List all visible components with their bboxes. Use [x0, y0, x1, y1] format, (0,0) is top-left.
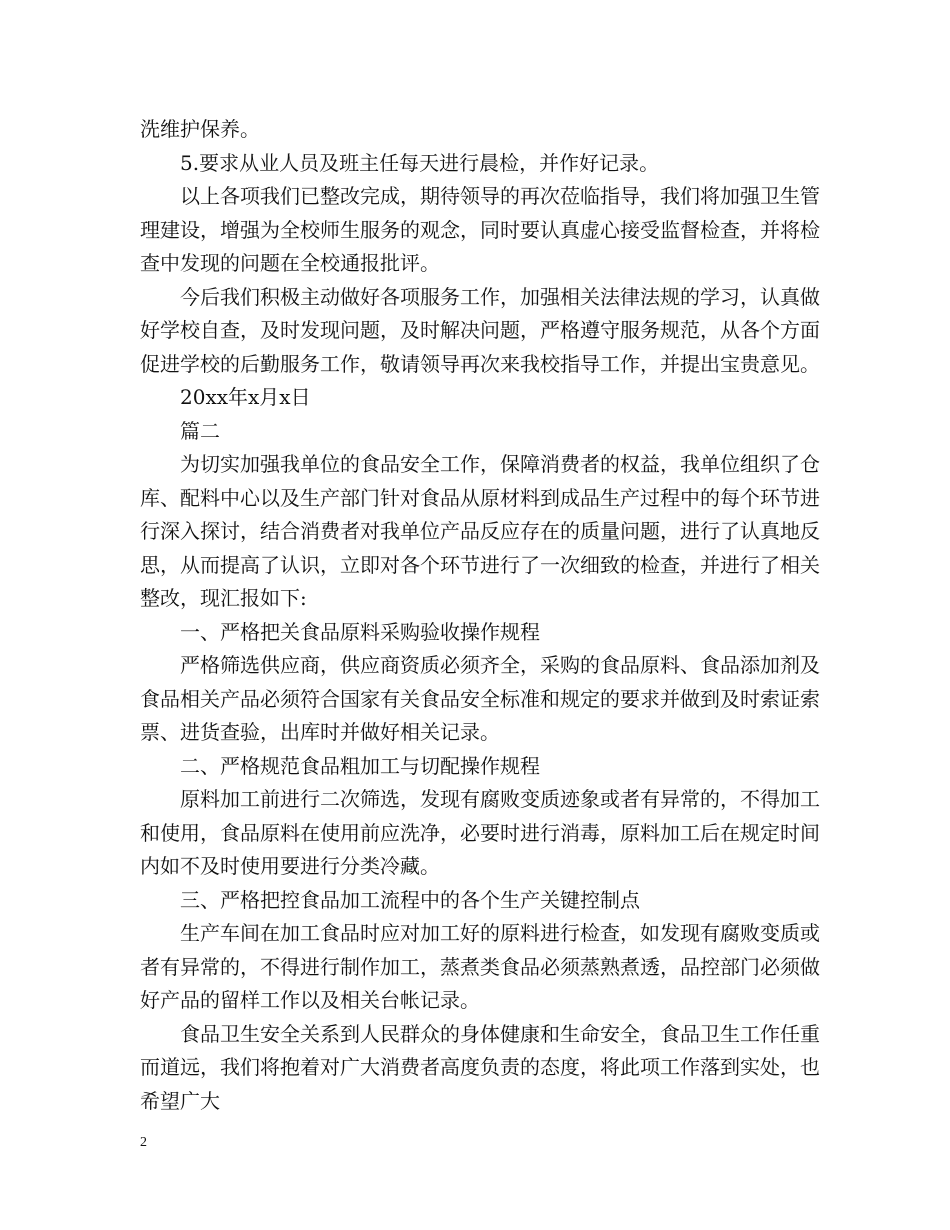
paragraph-continuation: 洗维护保养。	[140, 117, 260, 141]
paragraph-rectification-complete: 以上各项我们已整改完成，期待领导的再次莅临指导，我们将加强卫生管理建设，增强为全校师生服务的观念，同时要认真虚心接受监督检查，并将检查中发现的问题在全校通报批评。	[140, 184, 820, 275]
paragraph-conclusion: 食品卫生安全关系到人民群众的身体健康和生命安全，食品卫生工作任重而道远，我们将抱着对广大消费者高度负责的态度，将此项工作落到实处，也希望广大	[140, 1021, 820, 1113]
paragraph-processing: 原料加工前进行二次筛选，发现有腐败变质迹象或者有异常的，不得加工和使用，食品原料在使用前应洗净，必要时进行消毒，原料加工后在规定时间内如不及时使用要进行分类冷藏。	[140, 787, 820, 878]
document-body	[140, 113, 830, 1118]
section-heading-part-two: 篇二	[180, 418, 220, 443]
paragraph-future-work: 今后我们积极主动做好各项服务工作，加强相关法律法规的学习，认真做好学校自查，及时发现问题，及时解决问题，严格遵守服务规范，从各个方面促进学校的后勤服务工作，敬请领导再次来我校指导工作，并提出宝贵意见。	[140, 284, 820, 376]
paragraph-introduction: 为切实加强我单位的食品安全工作，保障消费者的权益，我单位组织了仓库、配料中心以及生产部门针对食品从原材料到成品生产过程中的每个环节进行深入探讨，结合消费者对我单位产品反应存在的质量问题，进行了认真地反思，从而提高了认识，立即对各个环节进行了一次细致的检查，并进行了相关整改，现汇报如下:	[140, 452, 820, 610]
heading-procurement: 一、严格把关食品原料采购验收操作规程	[180, 619, 540, 644]
page-number: 2	[140, 1135, 147, 1150]
date-line: 20xx年x月x日	[180, 385, 311, 409]
heading-processing: 二、严格规范食品粗加工与切配操作规程	[180, 753, 540, 778]
paragraph-item-5: 5.要求从业人员及班主任每天进行晨检，并作好记录。	[180, 150, 660, 175]
paragraph-procurement: 严格筛选供应商，供应商资质必须齐全，采购的食品原料、食品添加剂及食品相关产品必须符合国家有关食品安全标准和规定的要求并做到及时索证索票、进货查验，出库时并做好相关记录。	[140, 653, 820, 744]
paragraph-control-points: 生产车间在加工食品时应对加工好的原料进行检查，如发现有腐败变质或者有异常的，不得进行制作加工，蒸煮类食品必须蒸熟煮透，品控部门必须做好产品的留样工作以及相关台帐记录。	[140, 921, 820, 1012]
heading-control-points: 三、严格把控食品加工流程中的各个生产关键控制点	[180, 887, 640, 912]
